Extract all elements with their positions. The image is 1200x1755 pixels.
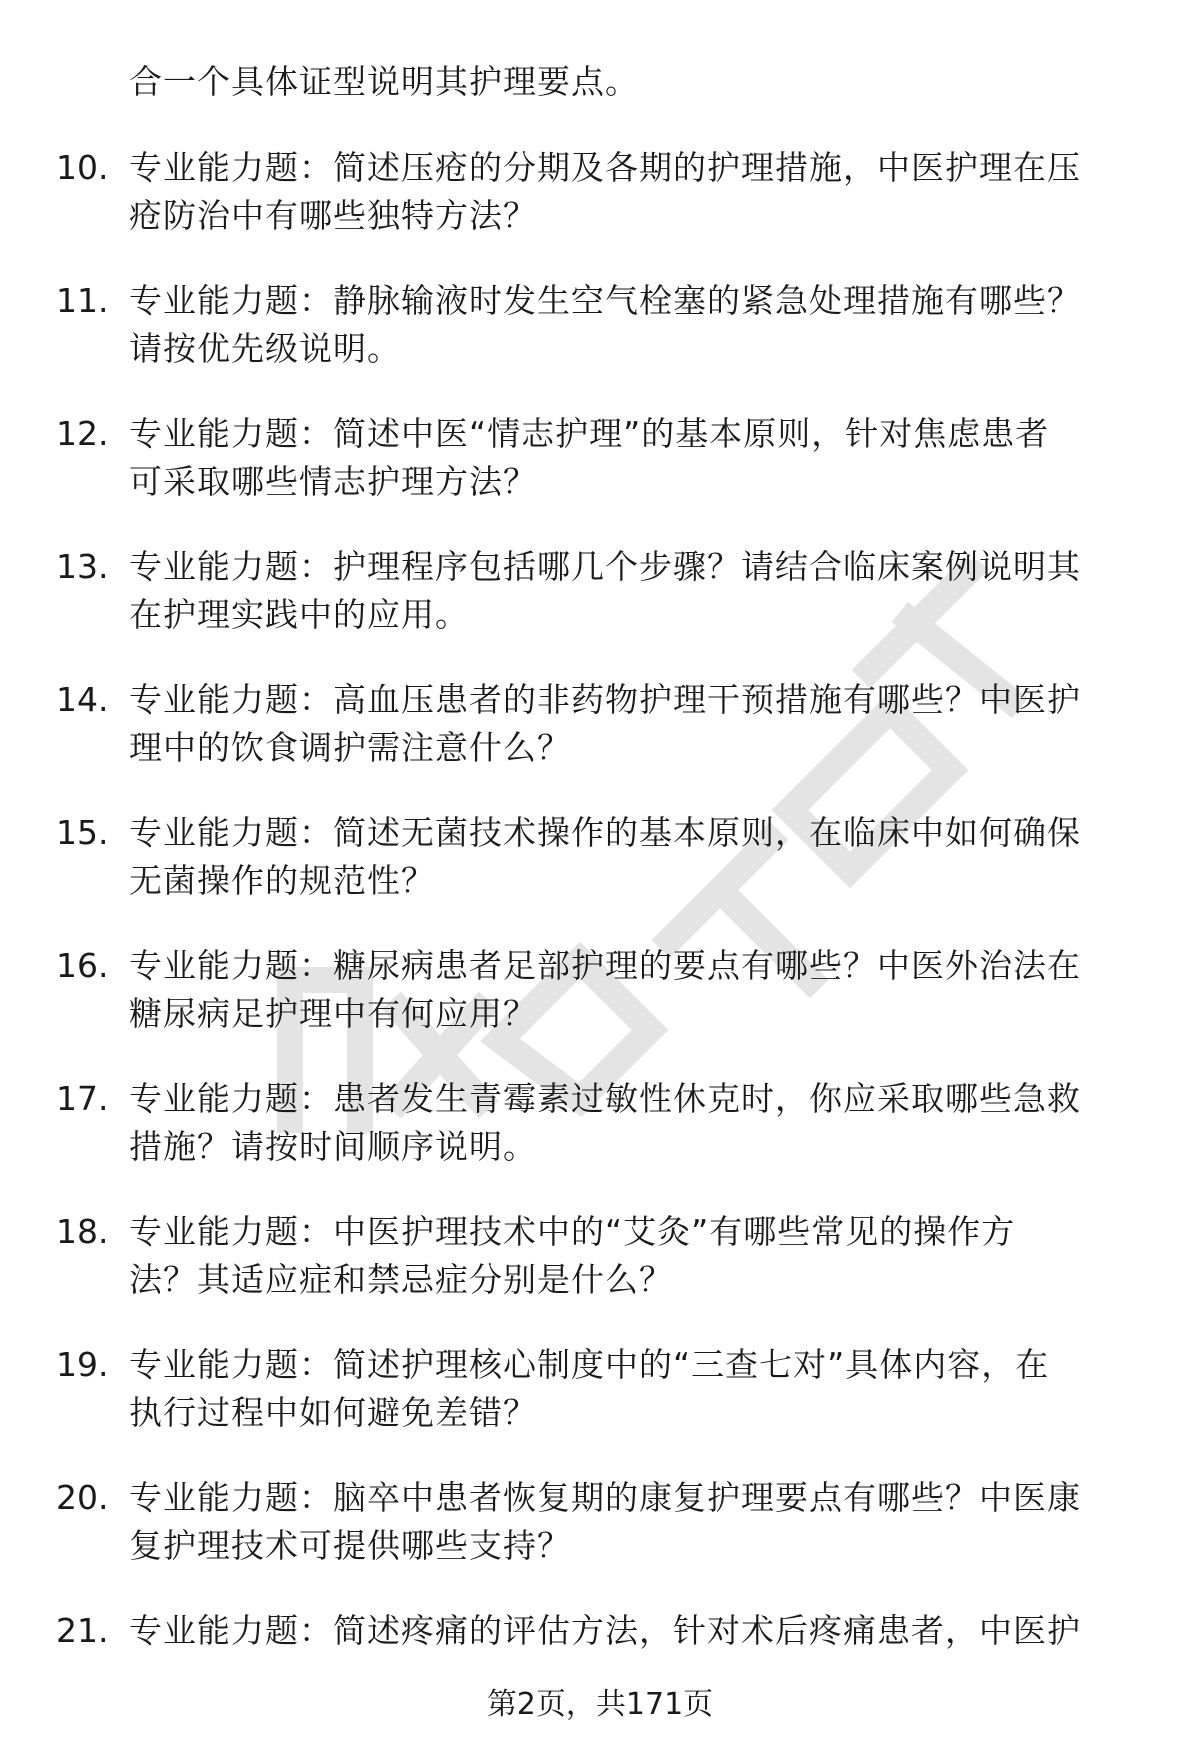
question-line: 法？其适应症和禁忌症分别是什么？ bbox=[129, 1260, 673, 1299]
page-footer: 第2页，共171页 bbox=[486, 1687, 714, 1722]
question-line: 无菌操作的规范性？ bbox=[129, 861, 435, 900]
question-line: 执行过程中如何避免差错？ bbox=[129, 1393, 537, 1432]
question-number: 15. bbox=[56, 813, 109, 852]
question-item bbox=[0, 676, 1200, 809]
question-line: 复护理技术可提供哪些支持？ bbox=[129, 1526, 571, 1565]
question-text bbox=[129, 809, 1139, 905]
question-text bbox=[129, 277, 1139, 373]
question-text bbox=[129, 1341, 1139, 1437]
question-item bbox=[0, 942, 1200, 1075]
question-text bbox=[129, 1607, 1139, 1655]
question-number: 14. bbox=[56, 680, 109, 719]
question-line: 专业能力题：静脉输液时发生空气栓塞的紧急处理措施有哪些？ bbox=[129, 281, 1081, 320]
question-text bbox=[129, 1208, 1139, 1304]
question-line: 专业能力题：糖尿病患者足部护理的要点有哪些？中医外治法在 bbox=[129, 946, 1081, 985]
question-line: 疮防治中有哪些独特方法？ bbox=[129, 196, 537, 235]
question-line: 请按优先级说明。 bbox=[129, 329, 401, 368]
question-line: 专业能力题：简述无菌技术操作的基本原则，在临床中如何确保 bbox=[129, 813, 1081, 852]
question-number: 19. bbox=[56, 1345, 109, 1384]
question-line: 专业能力题：患者发生青霉素过敏性休克时，你应采取哪些急救 bbox=[129, 1079, 1081, 1118]
question-line: 专业能力题：简述护理核心制度中的“三查七对”具体内容，在 bbox=[129, 1345, 1050, 1384]
question-text bbox=[129, 410, 1139, 506]
question-line: 糖尿病足护理中有何应用？ bbox=[129, 994, 537, 1033]
question-text bbox=[129, 1075, 1139, 1171]
question-number: 13. bbox=[56, 547, 109, 586]
question-item bbox=[0, 1208, 1200, 1341]
question-line: 理中的饮食调护需注意什么？ bbox=[129, 728, 571, 767]
question-number: 18. bbox=[56, 1212, 109, 1251]
question-line: 专业能力题：中医护理技术中的“艾灸”有哪些常见的操作方 bbox=[129, 1212, 1016, 1251]
question-item bbox=[0, 1474, 1200, 1607]
question-item bbox=[0, 277, 1200, 410]
question-line: 在护理实践中的应用。 bbox=[129, 595, 469, 634]
question-line: 可采取哪些情志护理方法？ bbox=[129, 462, 537, 501]
question-number: 11. bbox=[56, 281, 109, 320]
question-item bbox=[0, 1341, 1200, 1474]
question-number: 21. bbox=[56, 1611, 109, 1650]
question-text bbox=[129, 1474, 1139, 1570]
question-line: 专业能力题：护理程序包括哪几个步骤？请结合临床案例说明其 bbox=[129, 547, 1081, 586]
question-item bbox=[0, 543, 1200, 676]
question-line: 专业能力题：简述疼痛的评估方法，针对术后疼痛患者，中医护 bbox=[129, 1611, 1081, 1650]
question-line: 专业能力题：脑卒中患者恢复期的康复护理要点有哪些？中医康 bbox=[129, 1478, 1081, 1517]
question-line: 专业能力题：高血压患者的非药物护理干预措施有哪些？中医护 bbox=[129, 680, 1081, 719]
question-number: 10. bbox=[56, 148, 109, 187]
question-item bbox=[0, 144, 1200, 277]
question-item bbox=[0, 809, 1200, 942]
question-text bbox=[129, 942, 1139, 1038]
question-text bbox=[129, 676, 1139, 772]
question-line: 专业能力题：简述中医“情志护理”的基本原则，针对焦虑患者 bbox=[129, 414, 1050, 453]
question-item bbox=[0, 1075, 1200, 1208]
question-text bbox=[129, 144, 1139, 240]
continuation-text: 合一个具体证型说明其护理要点。 bbox=[129, 62, 639, 101]
question-line: 专业能力题：简述压疮的分期及各期的护理措施，中医护理在压 bbox=[129, 148, 1081, 187]
question-number: 16. bbox=[56, 946, 109, 985]
question-list bbox=[0, 144, 1200, 1740]
question-number: 12. bbox=[56, 414, 109, 453]
question-number: 17. bbox=[56, 1079, 109, 1118]
question-item bbox=[0, 410, 1200, 543]
question-text bbox=[129, 543, 1139, 639]
question-number: 20. bbox=[56, 1478, 109, 1517]
question-line: 措施？请按时间顺序说明。 bbox=[129, 1127, 537, 1166]
